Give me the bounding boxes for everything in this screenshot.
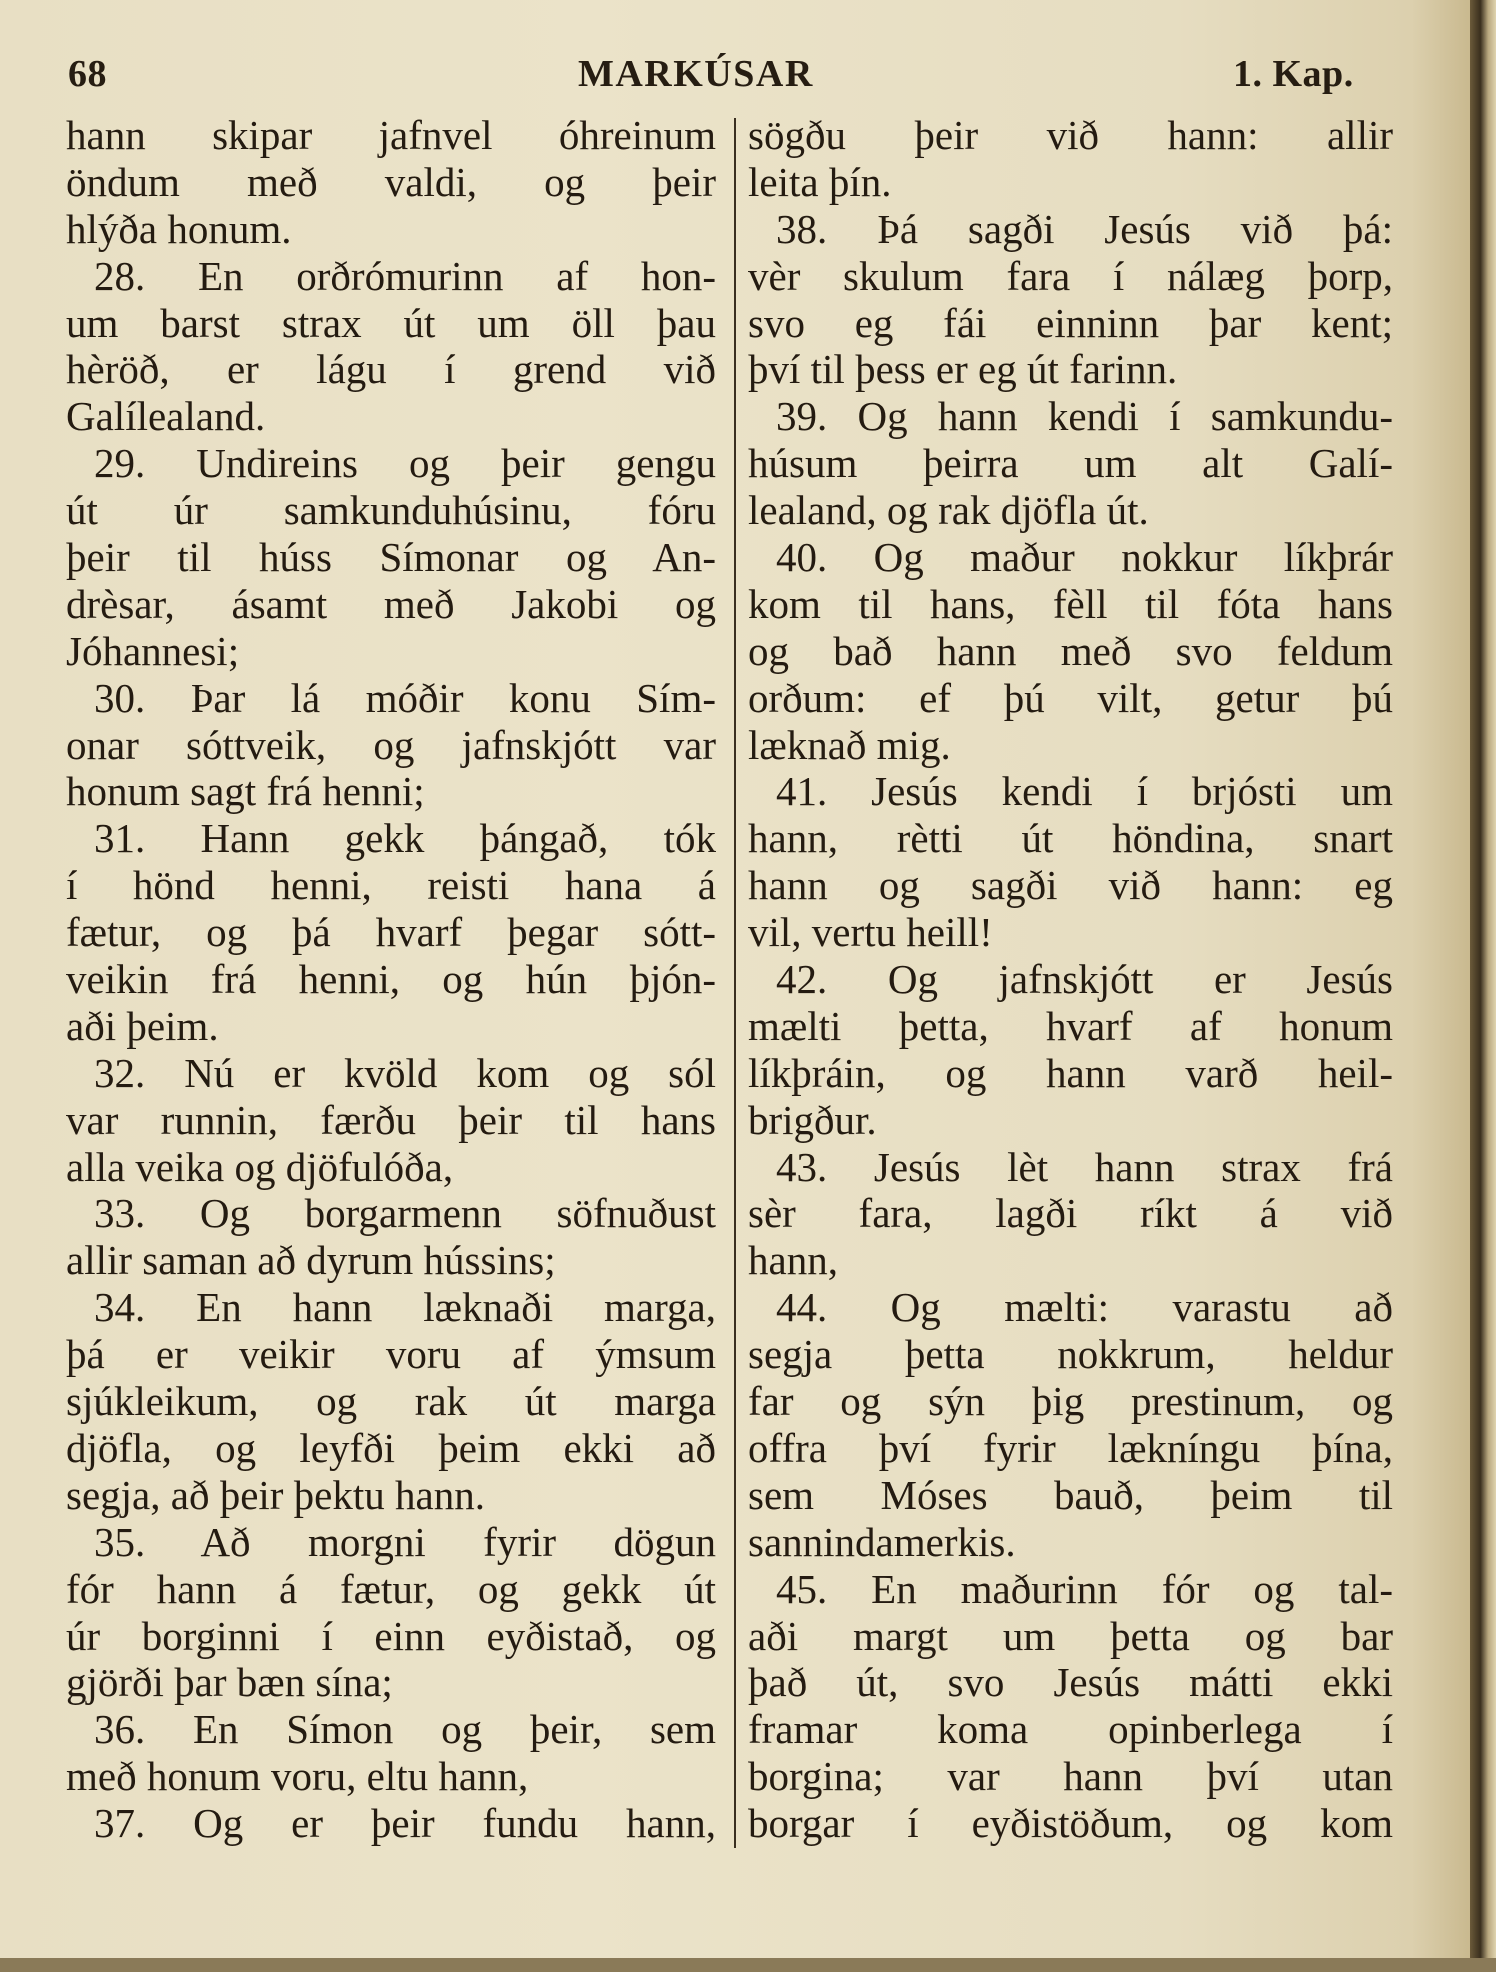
text-line: hann og sagði við hann: eg	[748, 862, 1393, 909]
text-line: hann, rètti út höndina, snart	[748, 815, 1393, 862]
verse-paragraph	[66, 1519, 716, 1707]
verse-paragraph	[748, 956, 1393, 1144]
text-line: 45. En maðurinn fór og tal-	[776, 1565, 1393, 1612]
text-line: 38. Þá sagði Jesús við þá:	[776, 205, 1393, 252]
text-line: 44. Og mælti: varastu að	[776, 1284, 1393, 1331]
text-line: hèröð, er lágu í grend við	[66, 346, 716, 393]
text-line: sjúkleikum, og rak út marga	[66, 1378, 716, 1425]
page-bottom-edge	[0, 1958, 1496, 1972]
text-line: það út, svo Jesús mátti ekki	[748, 1659, 1393, 1706]
verse-paragraph	[748, 1566, 1393, 1847]
text-line: gjörði þar bæn sína;	[66, 1659, 393, 1706]
verse-paragraph	[748, 206, 1393, 394]
text-line: vèr skulum fara í nálæg þorp,	[748, 252, 1393, 299]
text-line: 37. Og er þeir fundu hann,	[94, 1800, 716, 1847]
text-line: 41. Jesús kendi í brjósti um	[776, 768, 1393, 815]
text-line: 31. Hann gekk þángað, tók	[94, 815, 716, 862]
text-line: 33. Og borgarmenn söfnuðust	[94, 1190, 716, 1237]
text-line: sannindamerkis.	[748, 1518, 1016, 1565]
verse-paragraph	[66, 1800, 716, 1847]
text-line: 30. Þar lá móðir konu Sím-	[94, 674, 716, 721]
text-line: læknað mig.	[748, 721, 951, 768]
verse-paragraph	[66, 253, 716, 441]
text-line: 28. En orðrómurinn af hon-	[94, 252, 716, 299]
text-line: hann,	[748, 1237, 838, 1284]
verse-paragraph	[66, 675, 716, 816]
verse-paragraph	[66, 1190, 716, 1284]
text-line: með honum voru, eltu hann,	[66, 1753, 529, 1800]
verse-paragraph	[748, 534, 1393, 768]
text-line: honum sagt frá henni;	[66, 768, 425, 815]
text-line: aði þeim.	[66, 1002, 219, 1049]
text-line: öndum með valdi, og þeir	[66, 158, 716, 205]
text-line: líkþráin, og hann varð heil-	[748, 1049, 1393, 1096]
verse-paragraph	[66, 1706, 716, 1800]
text-line: far og sýn þig prestinum, og	[748, 1378, 1393, 1425]
text-line: aði margt um þetta og bar	[748, 1612, 1393, 1659]
running-title: MARKÚSAR	[578, 53, 814, 95]
text-line: og bað hann með svo feldum	[748, 627, 1393, 674]
text-line: úr borginni í einn eyðistað, og	[66, 1612, 716, 1659]
column-divider	[734, 118, 736, 1848]
text-line: um barst strax út um öll þau	[66, 299, 716, 346]
chapter-label: 1. Kap.	[1233, 53, 1354, 95]
text-line: segja þetta nokkrum, heldur	[748, 1331, 1393, 1378]
text-line: 32. Nú er kvöld kom og sól	[94, 1049, 716, 1096]
text-line: leita þín.	[748, 158, 892, 205]
text-line: Galílealand.	[66, 393, 266, 440]
text-line: hann skipar jafnvel óhreinum	[66, 112, 716, 158]
right-column	[748, 112, 1393, 1847]
continued-paragraph	[748, 112, 1393, 206]
left-column	[66, 112, 716, 1847]
text-line: allir saman að dyrum hússins;	[66, 1237, 556, 1284]
text-line: borgar í eyðistöðum, og kom	[748, 1800, 1393, 1847]
text-line: offra því fyrir lækníngu þína,	[748, 1424, 1393, 1471]
text-line: í hönd henni, reisti hana á	[66, 862, 716, 909]
text-line: svo eg fái einninn þar kent;	[748, 299, 1393, 346]
text-line: sögðu þeir við hann: allir	[748, 112, 1393, 158]
text-line: 34. En hann læknaði marga,	[94, 1284, 716, 1331]
text-line: alla veika og djöfulóða,	[66, 1143, 454, 1190]
text-line: djöfla, og leyfði þeim ekki að	[66, 1424, 716, 1471]
text-line: 36. En Símon og þeir, sem	[94, 1706, 716, 1753]
text-line: lealand, og rak djöfla út.	[748, 487, 1149, 534]
text-line: fætur, og þá hvarf þegar sótt-	[66, 909, 716, 956]
text-line: borgina; var hann því utan	[748, 1753, 1393, 1800]
text-line: 39. Og hann kendi í samkundu-	[776, 393, 1393, 440]
text-line: framar koma opinberlega í	[748, 1706, 1393, 1753]
text-line: 29. Undireins og þeir gengu	[94, 440, 716, 487]
text-line: því til þess er eg út farinn.	[748, 346, 1178, 393]
verse-paragraph	[748, 1284, 1393, 1565]
text-line: kom til hans, fèll til fóta hans	[748, 580, 1393, 627]
text-line: 40. Og maður nokkur líkþrár	[776, 534, 1393, 581]
text-line: var runnin, færðu þeir til hans	[66, 1096, 716, 1143]
text-line: drèsar, ásamt með Jakobi og	[66, 580, 716, 627]
verse-paragraph	[66, 440, 716, 674]
verse-paragraph	[66, 1284, 716, 1518]
continued-paragraph	[66, 112, 716, 253]
text-line: húsum þeirra um alt Galí-	[748, 440, 1393, 487]
text-line: mælti þetta, hvarf af honum	[748, 1002, 1393, 1049]
text-line: þá er veikir voru af ýmsum	[66, 1331, 716, 1378]
page-edge	[1470, 0, 1496, 1972]
verse-paragraph	[748, 1144, 1393, 1285]
verse-paragraph	[66, 1050, 716, 1191]
text-line: onar sóttveik, og jafnskjótt var	[66, 721, 716, 768]
page-number: 68	[68, 53, 107, 95]
text-line: Jóhannesi;	[66, 627, 240, 674]
text-line: veikin frá henni, og hún þjón-	[66, 956, 716, 1003]
text-line: 35. Að morgni fyrir dögun	[94, 1518, 716, 1565]
verse-paragraph	[748, 768, 1393, 956]
text-line: 43. Jesús lèt hann strax frá	[776, 1143, 1393, 1190]
text-line: orðum: ef þú vilt, getur þú	[748, 674, 1393, 721]
text-line: segja, að þeir þektu hann.	[66, 1471, 485, 1518]
text-line: 42. Og jafnskjótt er Jesús	[776, 956, 1393, 1003]
text-line: sem Móses bauð, þeim til	[748, 1471, 1393, 1518]
text-line: sèr fara, lagði ríkt á við	[748, 1190, 1393, 1237]
verse-paragraph	[66, 815, 716, 1049]
text-line: brigður.	[748, 1096, 877, 1143]
text-line: út úr samkunduhúsinu, fóru	[66, 487, 716, 534]
text-line: fór hann á fætur, og gekk út	[66, 1565, 716, 1612]
text-line: vil, vertu heill!	[748, 909, 993, 956]
text-line: hlýða honum.	[66, 205, 292, 252]
verse-paragraph	[748, 393, 1393, 534]
text-line: þeir til húss Símonar og An-	[66, 534, 716, 581]
